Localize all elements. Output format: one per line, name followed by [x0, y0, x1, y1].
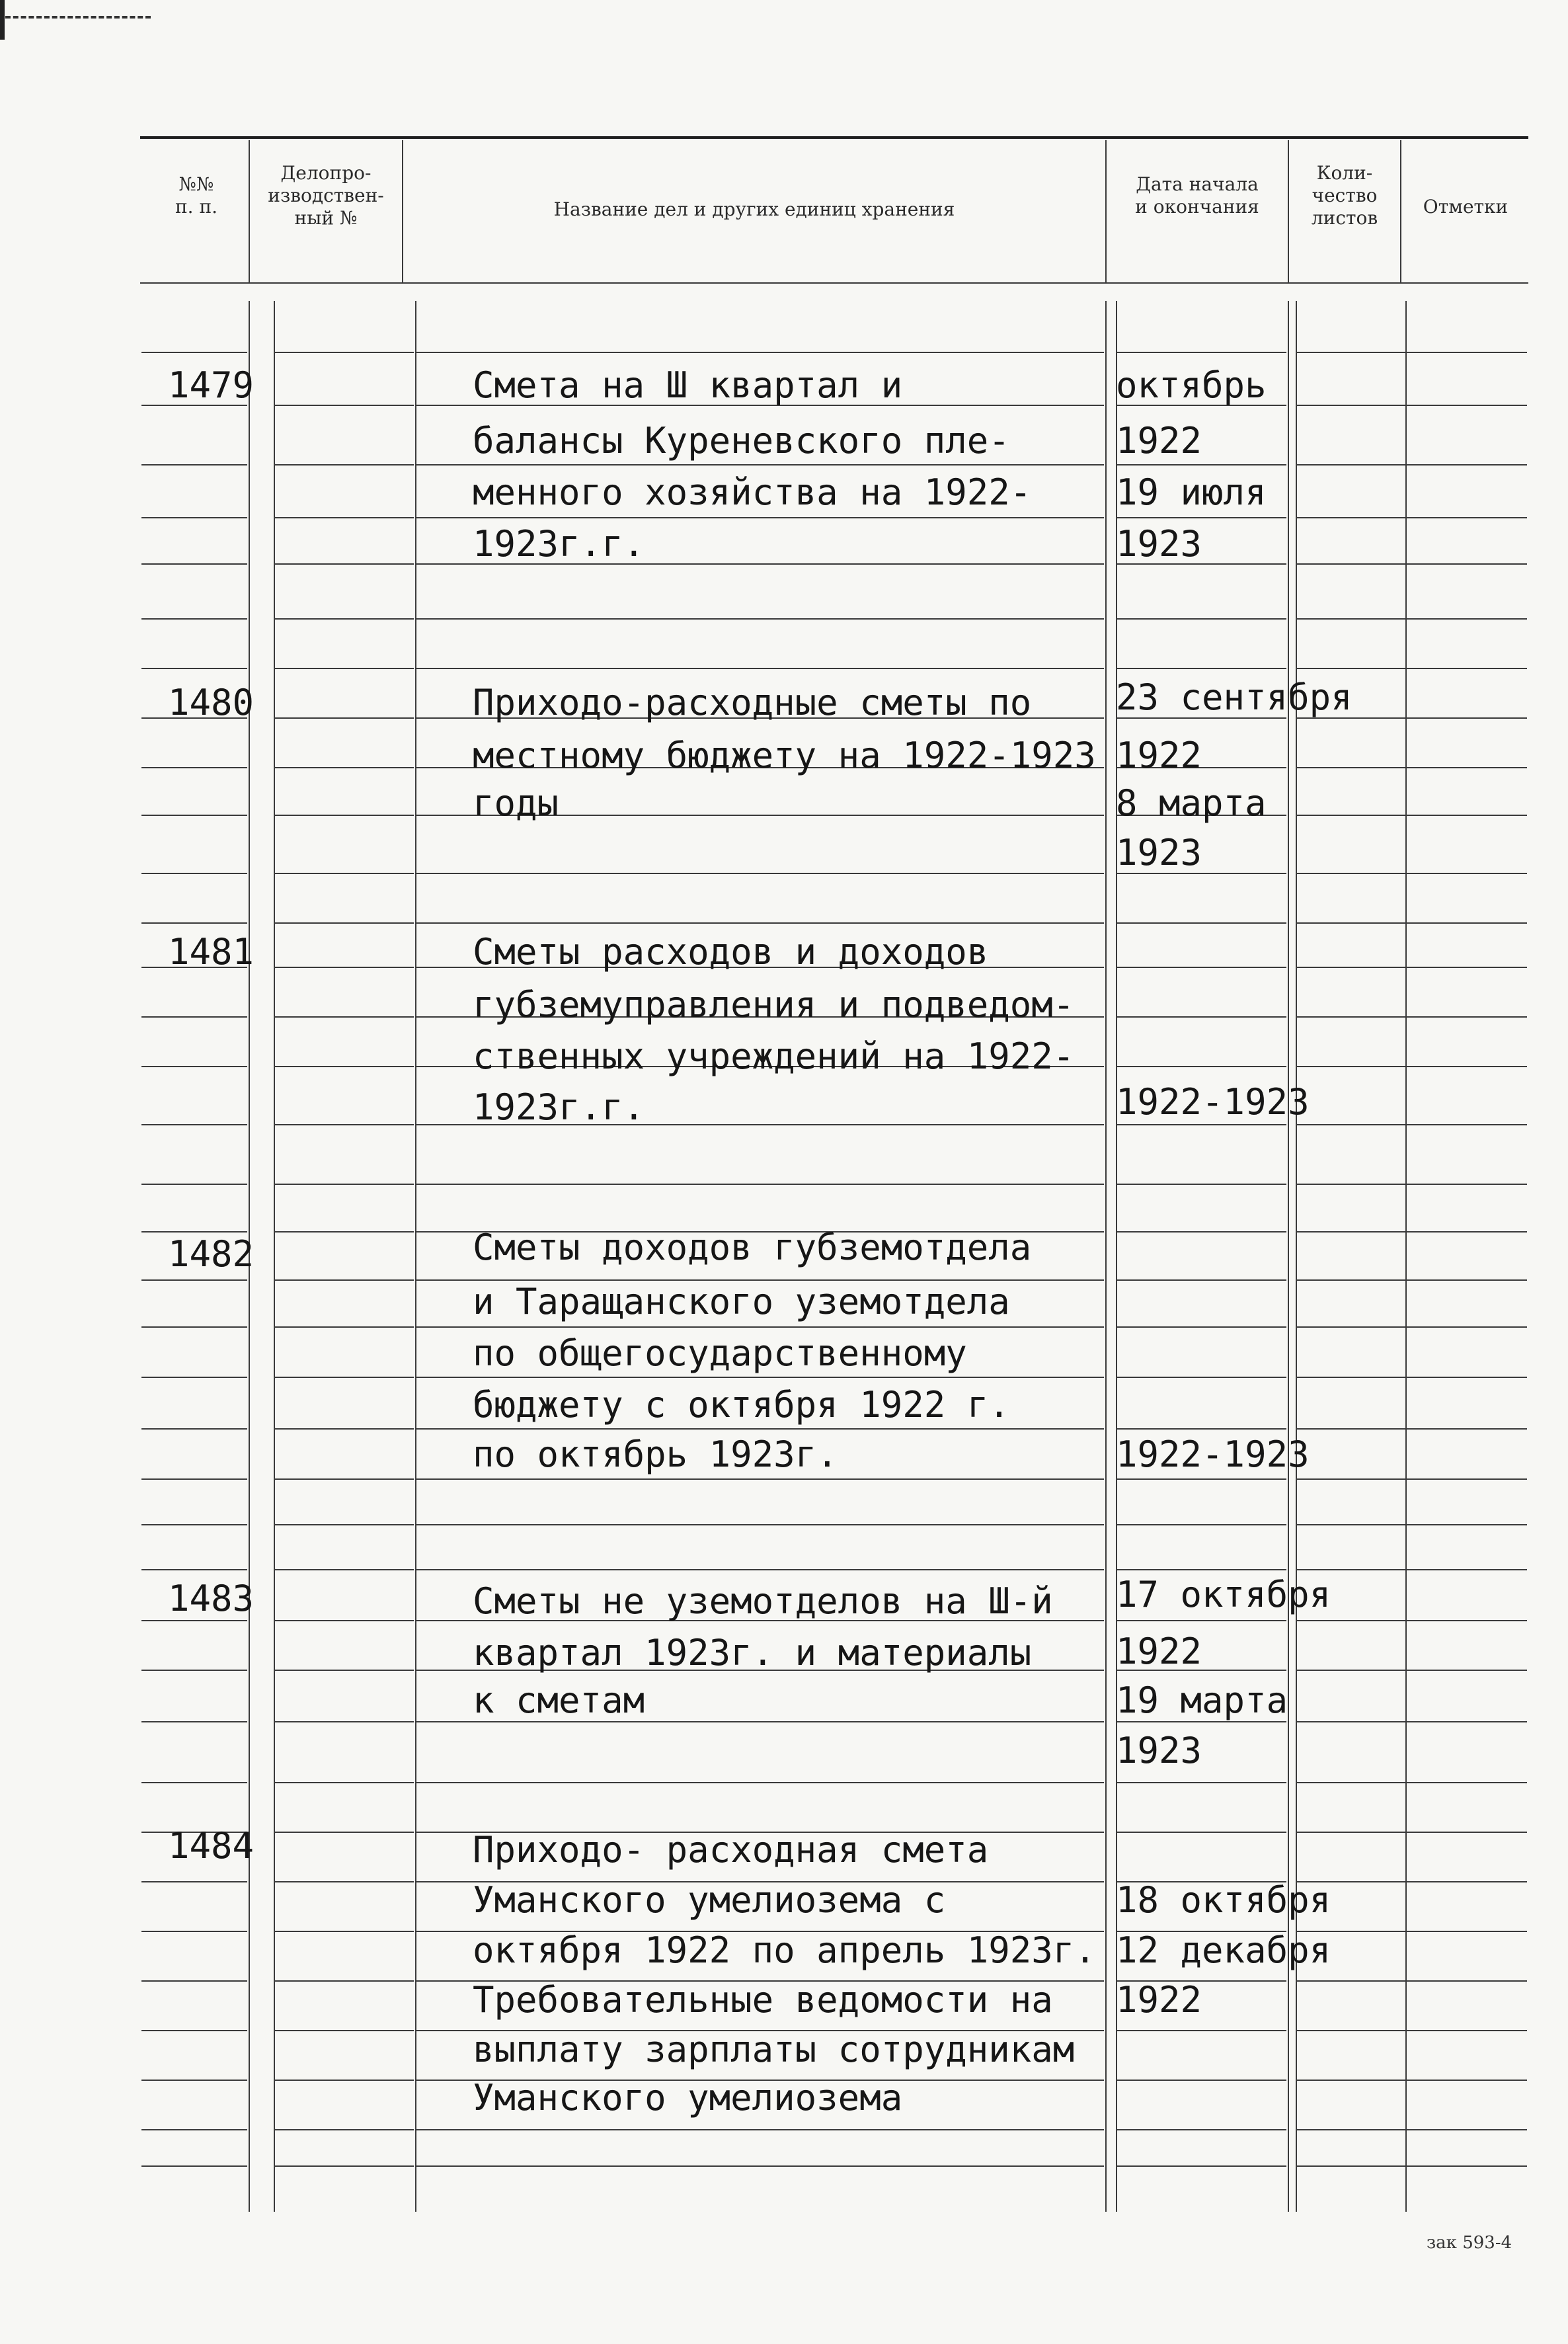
ruled-line	[1407, 618, 1527, 620]
ruled-line	[1407, 1832, 1527, 1833]
ruled-line	[141, 1279, 247, 1281]
ruled-line	[1117, 618, 1286, 620]
ruled-line	[275, 1066, 414, 1067]
record-date-line: 1922-1923	[1116, 1081, 1310, 1123]
ruled-line	[1407, 405, 1527, 406]
ruled-line	[275, 922, 414, 924]
ruled-line	[1297, 1428, 1405, 1430]
ruled-line	[141, 1377, 247, 1378]
record-date-line: 1923	[1116, 523, 1202, 565]
record-title-line: Уманского умелиозема	[473, 2077, 903, 2119]
ruled-line	[1407, 815, 1527, 816]
ruled-line	[275, 767, 414, 768]
column-rule	[415, 301, 416, 2212]
ruled-line	[141, 1231, 247, 1233]
ruled-line	[1407, 1620, 1527, 1621]
ruled-line	[141, 1524, 247, 1525]
ruled-line	[416, 517, 1104, 518]
ruled-line	[1407, 1428, 1527, 1430]
ruled-line	[1407, 352, 1527, 353]
ruled-line	[275, 618, 414, 620]
record-title-line: губземуправления и подведом-	[473, 984, 1075, 1026]
ruled-line	[275, 1478, 414, 1480]
record-date-line: 23 сентября	[1116, 676, 1352, 718]
ruled-line	[1117, 2030, 1286, 2031]
header-col-title: Название дел и других единиц хранения	[553, 198, 955, 220]
ruled-line	[141, 1428, 247, 1430]
ruled-line	[141, 1980, 247, 1982]
record-title-line: балансы Куреневского пле-	[473, 420, 1010, 462]
ruled-line	[416, 1428, 1104, 1430]
ruled-line	[416, 1478, 1104, 1480]
ruled-line	[1297, 922, 1405, 924]
ruled-line	[416, 668, 1104, 669]
record-number: 1480	[168, 682, 255, 723]
ruled-line	[1407, 1016, 1527, 1018]
ruled-line	[1407, 1569, 1527, 1570]
column-rule	[1296, 301, 1297, 2212]
column-rule	[1405, 301, 1407, 2212]
header-divider	[1400, 140, 1401, 282]
ruled-line	[1297, 1124, 1405, 1125]
ruled-line	[416, 1377, 1104, 1378]
ruled-line	[1117, 1478, 1286, 1480]
ruled-line	[1407, 1326, 1527, 1328]
ruled-line	[1117, 464, 1286, 465]
ruled-line	[141, 1569, 247, 1570]
ruled-line	[416, 1569, 1104, 1570]
ruled-line	[275, 1782, 414, 1783]
record-date-line: 1922	[1116, 1631, 1202, 1672]
ruled-line	[141, 1478, 247, 1480]
ruled-line	[141, 352, 247, 353]
header-col-dates: Дата начала и окончания	[1135, 173, 1259, 218]
ruled-line	[275, 1881, 414, 1882]
ruled-line	[1297, 1184, 1405, 1185]
ruled-line	[1297, 1016, 1405, 1018]
ruled-line	[275, 1326, 414, 1328]
ruled-line	[1117, 2165, 1286, 2167]
ruled-line	[275, 2129, 414, 2130]
ruled-line	[1117, 2080, 1286, 2081]
ruled-line	[275, 1184, 414, 1185]
ruled-line	[1117, 922, 1286, 924]
ruled-line	[141, 2129, 247, 2130]
ruled-line	[141, 1066, 247, 1067]
ruled-line	[1407, 1524, 1527, 1525]
ruled-line	[1407, 1124, 1527, 1125]
ruled-line	[1117, 668, 1286, 669]
ruled-line	[1117, 1377, 1286, 1378]
ruled-line	[275, 1377, 414, 1378]
column-rule	[274, 301, 275, 2212]
ruled-line	[416, 922, 1104, 924]
ruled-line	[1297, 405, 1405, 406]
record-number: 1483	[168, 1578, 255, 1619]
record-date-line: 8 марта	[1116, 782, 1267, 824]
ruled-line	[275, 2030, 414, 2031]
ruled-line	[275, 517, 414, 518]
ruled-line	[275, 1524, 414, 1525]
header-divider	[249, 140, 250, 282]
record-title-line: по октябрь 1923г.	[473, 1434, 838, 1475]
record-date-line: 1923	[1116, 1730, 1202, 1771]
ruled-line	[1297, 464, 1405, 465]
ruled-line	[141, 2165, 247, 2167]
ruled-line	[141, 517, 247, 518]
record-title-line: Приходо- расходная смета	[473, 1829, 989, 1871]
ruled-line	[1407, 1478, 1527, 1480]
ruled-line	[1117, 967, 1286, 968]
ruled-line	[1407, 717, 1527, 719]
ruled-line	[1117, 1016, 1286, 1018]
ruled-line	[1117, 2129, 1286, 2130]
record-title-line: бюджету с октября 1922 г.	[473, 1384, 1010, 1426]
record-date-line: 1922-1923	[1116, 1434, 1310, 1475]
ruled-line	[416, 618, 1104, 620]
ruled-line	[1297, 1569, 1405, 1570]
ruled-line	[1117, 1782, 1286, 1783]
column-rule	[1288, 301, 1289, 2212]
record-title-line: менного хозяйства на 1922-	[473, 471, 1032, 513]
record-title-line: выплату зарплаты сотрудникам	[473, 2029, 1075, 2070]
record-title-line: Требовательные ведомости на	[473, 1979, 1053, 2021]
column-rule	[1105, 301, 1107, 2212]
record-title-line: годы	[473, 782, 559, 824]
table-top-rule	[140, 136, 1528, 139]
ruled-line	[1407, 1721, 1527, 1722]
ruled-line	[141, 767, 247, 768]
ruled-line	[275, 1670, 414, 1671]
ruled-line	[275, 1980, 414, 1982]
header-bottom-rule	[140, 282, 1528, 284]
ruled-line	[1407, 922, 1527, 924]
ruled-line	[1117, 1066, 1286, 1067]
ruled-line	[141, 1124, 247, 1125]
record-date-line: 12 декабря	[1116, 1929, 1331, 1971]
record-date-line: 19 марта	[1116, 1679, 1288, 1721]
ruled-line	[1297, 618, 1405, 620]
ruled-line	[416, 1326, 1104, 1328]
ruled-line	[1407, 517, 1527, 518]
ruled-line	[1407, 1931, 1527, 1932]
ruled-line	[1117, 1721, 1286, 1722]
record-date-line: 17 октября	[1116, 1574, 1331, 1615]
ruled-line	[141, 1782, 247, 1783]
scan-artefact	[5, 16, 151, 22]
ruled-line	[1407, 767, 1527, 768]
ruled-line	[1297, 873, 1405, 874]
ruled-line	[1297, 1326, 1405, 1328]
ruled-line	[1297, 517, 1405, 518]
ruled-line	[1297, 1670, 1405, 1671]
ruled-line	[1117, 1231, 1286, 1233]
ruled-line	[1407, 873, 1527, 874]
ruled-line	[1407, 2030, 1527, 2031]
ruled-line	[141, 464, 247, 465]
ruled-line	[141, 1721, 247, 1722]
ruled-line	[1297, 767, 1405, 768]
header-divider	[1288, 140, 1289, 282]
ruled-line	[1407, 2165, 1527, 2167]
ruled-line	[416, 2165, 1104, 2167]
ruled-line	[275, 2165, 414, 2167]
ruled-line	[1297, 668, 1405, 669]
ruled-line	[1297, 2030, 1405, 2031]
ruled-line	[1297, 2165, 1405, 2167]
ruled-line	[1407, 2080, 1527, 2081]
ruled-line	[1297, 1524, 1405, 1525]
ruled-line	[275, 717, 414, 719]
record-number: 1479	[168, 364, 255, 406]
ruled-line	[1407, 1231, 1527, 1233]
ruled-line	[275, 1016, 414, 1018]
ruled-line	[275, 1620, 414, 1621]
ruled-line	[1297, 1066, 1405, 1067]
ruled-line	[275, 2080, 414, 2081]
ruled-line	[141, 1184, 247, 1185]
ruled-line	[1297, 2129, 1405, 2130]
ruled-line	[1297, 563, 1405, 565]
record-date-line: 1922	[1116, 1979, 1202, 2021]
ruled-line	[1297, 1279, 1405, 1281]
record-title-line: 1923г.г.	[473, 1086, 645, 1128]
record-title-line: Смета на Ш квартал и	[473, 364, 903, 406]
ruled-line	[1117, 352, 1286, 353]
ruled-line	[275, 405, 414, 406]
record-title-line: по общегосударственному	[473, 1332, 967, 1374]
ruled-line	[1407, 2129, 1527, 2130]
record-number: 1482	[168, 1233, 255, 1275]
ruled-line	[1407, 1184, 1527, 1185]
ruled-line	[141, 2080, 247, 2081]
ruled-line	[1297, 1721, 1405, 1722]
ruled-line	[1407, 1279, 1527, 1281]
ruled-line	[1407, 1980, 1527, 1982]
ruled-line	[141, 618, 247, 620]
ruled-line	[1297, 1782, 1405, 1783]
column-rule	[1116, 301, 1117, 2212]
ruled-line	[1117, 517, 1286, 518]
record-date-line: 1923	[1116, 832, 1202, 873]
ruled-line	[416, 1524, 1104, 1525]
ruled-line	[275, 815, 414, 816]
ruled-line	[1117, 1832, 1286, 1833]
ruled-line	[416, 1184, 1104, 1185]
record-date-line: 1922	[1116, 735, 1202, 776]
ruled-line	[1297, 967, 1405, 968]
ruled-line	[275, 1931, 414, 1932]
ruled-line	[416, 1721, 1104, 1722]
record-title-line: Сметы не уземотделов на Ш-й	[473, 1580, 1053, 1622]
ruled-line	[1117, 1428, 1286, 1430]
ruled-line	[141, 1881, 247, 1882]
ruled-line	[275, 464, 414, 465]
ruled-line	[275, 1721, 414, 1722]
order-code: зак 593-4	[1427, 2233, 1512, 2253]
ruled-line	[141, 873, 247, 874]
ruled-line	[141, 1620, 247, 1621]
record-title-line: Уманского умелиозема с	[473, 1879, 946, 1921]
ruled-line	[1297, 1980, 1405, 1982]
ruled-line	[1117, 1620, 1286, 1621]
ruled-line	[275, 967, 414, 968]
record-date-line: 19 июля	[1116, 471, 1267, 513]
ruled-line	[416, 873, 1104, 874]
ruled-line	[141, 1016, 247, 1018]
record-title-line: 1923г.г.	[473, 523, 645, 565]
ruled-line	[141, 922, 247, 924]
ruled-line	[141, 1931, 247, 1932]
ruled-line	[141, 815, 247, 816]
ruled-line	[275, 668, 414, 669]
header-col-number: №№ п. п.	[175, 173, 218, 218]
ruled-line	[1407, 668, 1527, 669]
ruled-line	[275, 1279, 414, 1281]
header-divider	[402, 140, 403, 282]
record-title-line: октября 1922 по апрель 1923г.	[473, 1929, 1096, 1971]
ruled-line	[141, 2030, 247, 2031]
ruled-line	[275, 1231, 414, 1233]
record-title-line: ственных учреждений на 1922-	[473, 1035, 1075, 1077]
record-title-line: Приходо-расходные сметы по	[473, 682, 1032, 723]
ruled-line	[1407, 1377, 1527, 1378]
ruled-line	[1297, 2080, 1405, 2081]
ruled-line	[1117, 1124, 1286, 1125]
ruled-line	[275, 1832, 414, 1833]
ruled-line	[1117, 1524, 1286, 1525]
ruled-line	[141, 1326, 247, 1328]
ruled-line	[1407, 1066, 1527, 1067]
ruled-line	[1117, 1279, 1286, 1281]
ruled-line	[275, 1124, 414, 1125]
ruled-line	[416, 464, 1104, 465]
ruled-line	[1407, 1881, 1527, 1882]
ruled-line	[1407, 1670, 1527, 1671]
header-col-office-number: Делопро- изводствен- ный №	[268, 162, 384, 229]
record-title-line: и Таращанского уземотдела	[473, 1281, 1010, 1322]
header-col-notes: Отметки	[1423, 196, 1509, 218]
header-divider	[1105, 140, 1107, 282]
ruled-line	[1117, 1326, 1286, 1328]
ruled-line	[275, 1569, 414, 1570]
record-number: 1484	[168, 1825, 255, 1867]
ruled-line	[1407, 464, 1527, 465]
record-date-line: 18 октября	[1116, 1879, 1331, 1921]
ruled-line	[1117, 1184, 1286, 1185]
record-number: 1481	[168, 931, 255, 973]
ruled-line	[1297, 352, 1405, 353]
record-title-line: Сметы доходов губземотдела	[473, 1227, 1032, 1268]
ruled-line	[416, 1782, 1104, 1783]
ruled-line	[1297, 1478, 1405, 1480]
ruled-line	[275, 563, 414, 565]
ruled-line	[141, 563, 247, 565]
record-title-line: Сметы расходов и доходов	[473, 931, 989, 973]
record-date-line: октябрь	[1116, 364, 1267, 406]
record-title-line: к сметам	[473, 1679, 645, 1721]
ruled-line	[141, 1670, 247, 1671]
ruled-line	[275, 1428, 414, 1430]
record-title-line: местному бюджету на 1922-1923	[473, 735, 1096, 776]
ruled-line	[1407, 967, 1527, 968]
ruled-line	[141, 668, 247, 669]
ruled-line	[1297, 1620, 1405, 1621]
record-title-line: квартал 1923г. и материалы	[473, 1632, 1032, 1674]
record-date-line: 1922	[1116, 420, 1202, 462]
ruled-line	[1407, 563, 1527, 565]
ruled-line	[275, 873, 414, 874]
ruled-line	[416, 352, 1104, 353]
header-col-sheets: Коли- чество листов	[1311, 162, 1378, 229]
ruled-line	[416, 2129, 1104, 2130]
ruled-line	[1297, 815, 1405, 816]
ruled-line	[1297, 1832, 1405, 1833]
scan-edge-mark	[0, 0, 5, 40]
ruled-line	[1297, 1231, 1405, 1233]
ruled-line	[1117, 1569, 1286, 1570]
ruled-line	[1297, 1377, 1405, 1378]
ruled-line	[275, 352, 414, 353]
ruled-line	[1407, 1782, 1527, 1783]
